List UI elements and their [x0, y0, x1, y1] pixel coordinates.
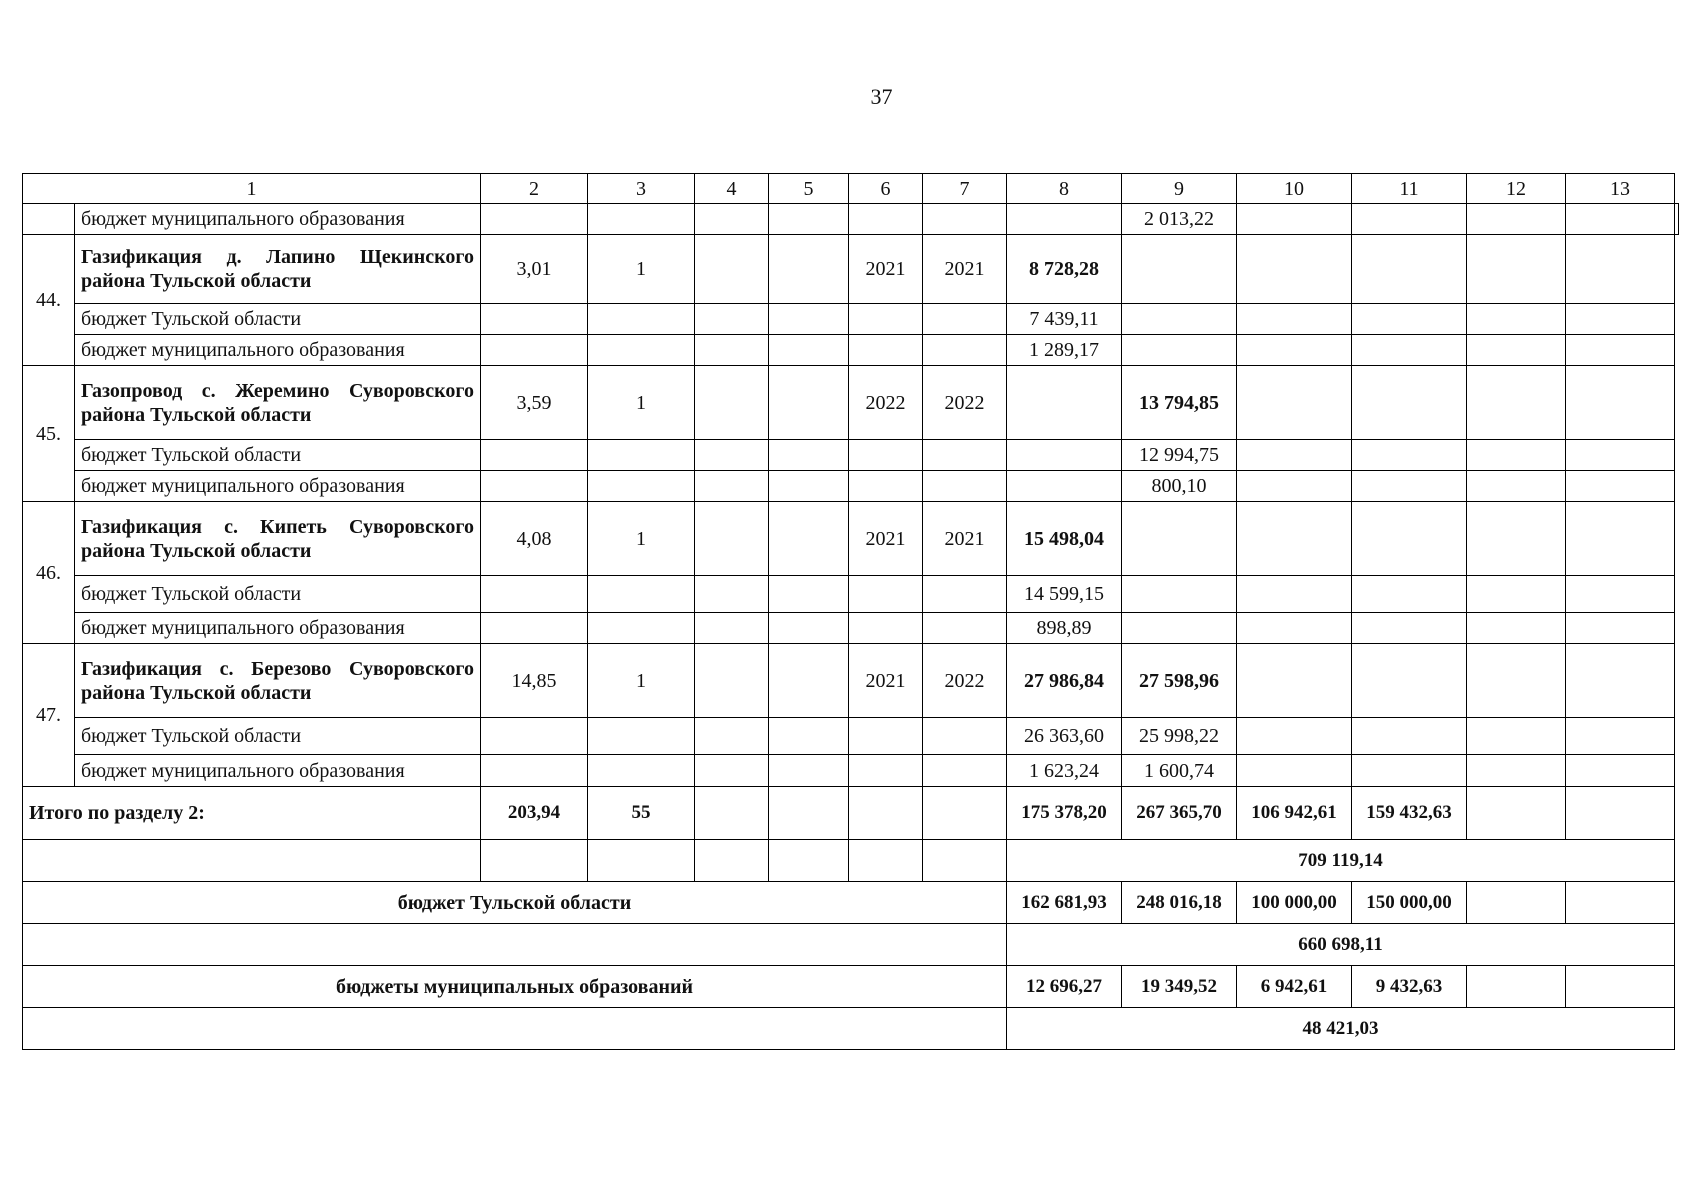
totals-value: 9 432,63 — [1352, 966, 1467, 1008]
source-label: бюджет муниципального образования — [75, 471, 481, 502]
grand-total: 709 119,14 — [1007, 840, 1675, 882]
totals-value: 248 016,18 — [1122, 882, 1237, 924]
totals-row — [23, 787, 1679, 840]
municipal-totals-label: бюджеты муниципальных образований — [23, 966, 1007, 1008]
value-cell: 800,10 — [1122, 471, 1237, 502]
header-cell: 5 — [769, 174, 849, 204]
source-label: бюджет Тульской области — [75, 304, 481, 335]
value-cell: 2 013,22 — [1122, 204, 1237, 235]
regional-grand-row — [23, 924, 1679, 966]
table-row — [23, 366, 1679, 440]
table-row — [23, 304, 1679, 335]
table-row — [23, 718, 1679, 755]
totals-value: 162 681,93 — [1007, 882, 1122, 924]
value-cell: 7 439,11 — [1007, 304, 1122, 335]
page-number: 37 — [870, 84, 893, 109]
source-label: бюджет муниципального образования — [75, 335, 481, 366]
header-cell: 1 — [23, 174, 481, 204]
start-year: 2021 — [849, 644, 923, 718]
source-label: бюджет муниципального образования — [75, 613, 481, 644]
regional-grand-total: 660 698,11 — [1007, 924, 1675, 966]
table-row — [23, 576, 1679, 613]
table-row — [23, 755, 1679, 787]
source-label: бюджет Тульской области — [75, 718, 481, 755]
grand-total-row — [23, 840, 1679, 882]
header-cell: 8 — [1007, 174, 1122, 204]
municipal-totals-row — [23, 966, 1679, 1008]
value-cell — [1122, 304, 1237, 335]
value-cell: 1 600,74 — [1122, 755, 1237, 787]
value-cell — [1122, 613, 1237, 644]
end-year: 2021 — [923, 502, 1007, 576]
table-row — [23, 502, 1679, 576]
value-cell: 14 599,15 — [1007, 576, 1122, 613]
start-year: 2022 — [849, 366, 923, 440]
value-cell: 12 994,75 — [1122, 440, 1237, 471]
totals-value: 267 365,70 — [1122, 787, 1237, 840]
table-row — [23, 335, 1679, 366]
count-cell: 1 — [588, 644, 695, 718]
totals-value: 150 000,00 — [1352, 882, 1467, 924]
header-row — [23, 174, 1679, 204]
totals-value: 19 349,52 — [1122, 966, 1237, 1008]
value-cell: 27 986,84 — [1007, 644, 1122, 718]
header-cell: 10 — [1237, 174, 1352, 204]
header-cell: 6 — [849, 174, 923, 204]
length-cell: 3,59 — [481, 366, 588, 440]
length-cell: 4,08 — [481, 502, 588, 576]
item-title: Газификация с. Березово Суворовского района Тульской области — [75, 644, 481, 718]
header-cell: 2 — [481, 174, 588, 204]
item-number: 46. — [23, 502, 75, 644]
start-year: 2021 — [849, 235, 923, 304]
item-number: 44. — [23, 235, 75, 366]
source-label: бюджет Тульской области — [75, 576, 481, 613]
value-cell: 13 794,85 — [1122, 366, 1237, 440]
totals-value: 175 378,20 — [1007, 787, 1122, 840]
count-cell: 1 — [588, 235, 695, 304]
source-label: бюджет муниципального образования — [75, 204, 481, 235]
regional-totals-label: бюджет Тульской области — [23, 882, 1007, 924]
value-cell: 1 289,17 — [1007, 335, 1122, 366]
value-cell — [1122, 335, 1237, 366]
empty-cell — [23, 204, 75, 235]
count-cell: 1 — [588, 366, 695, 440]
totals-value: 100 000,00 — [1237, 882, 1352, 924]
header-cell: 9 — [1122, 174, 1237, 204]
end-year: 2022 — [923, 366, 1007, 440]
item-number: 47. — [23, 644, 75, 787]
count-cell: 1 — [588, 502, 695, 576]
totals-value: 6 942,61 — [1237, 966, 1352, 1008]
value-cell — [1122, 235, 1237, 304]
value-cell: 26 363,60 — [1007, 718, 1122, 755]
header-cell: 11 — [1352, 174, 1467, 204]
end-year: 2021 — [923, 235, 1007, 304]
header-cell: 4 — [695, 174, 769, 204]
municipal-grand-row — [23, 1008, 1679, 1050]
value-cell: 898,89 — [1007, 613, 1122, 644]
table-row — [23, 644, 1679, 718]
source-label: бюджет муниципального образования — [75, 755, 481, 787]
table-row — [23, 613, 1679, 644]
table-row — [23, 235, 1679, 304]
value-cell — [1122, 502, 1237, 576]
totals-value: 159 432,63 — [1352, 787, 1467, 840]
totals-count: 55 — [588, 787, 695, 840]
header-cell: 3 — [588, 174, 695, 204]
source-label: бюджет Тульской области — [75, 440, 481, 471]
table-row — [23, 204, 1679, 235]
start-year: 2021 — [849, 502, 923, 576]
item-title: Газификация с. Кипеть Суворовского района Тульской области — [75, 502, 481, 576]
header-cell: 12 — [1467, 174, 1566, 204]
end-year: 2022 — [923, 644, 1007, 718]
value-cell — [1007, 366, 1122, 440]
value-cell — [1122, 576, 1237, 613]
table-row — [23, 440, 1679, 471]
totals-value: 106 942,61 — [1237, 787, 1352, 840]
value-cell: 8 728,28 — [1007, 235, 1122, 304]
municipal-grand-total: 48 421,03 — [1007, 1008, 1675, 1050]
item-number: 45. — [23, 366, 75, 502]
value-cell — [1007, 471, 1122, 502]
item-title: Газификация д. Лапино Щекинского района Тульской области — [75, 235, 481, 304]
regional-totals-row — [23, 882, 1679, 924]
length-cell: 3,01 — [481, 235, 588, 304]
value-cell — [1007, 440, 1122, 471]
totals-label: Итого по разделу 2: — [23, 787, 481, 840]
header-cell: 13 — [1566, 174, 1675, 204]
value-cell: 27 598,96 — [1122, 644, 1237, 718]
value-cell: 25 998,22 — [1122, 718, 1237, 755]
budget-table — [22, 173, 1679, 1050]
item-title: Газопровод с. Жеремино Суворовского района Тульской области — [75, 366, 481, 440]
value-cell: 1 623,24 — [1007, 755, 1122, 787]
header-cell: 7 — [923, 174, 1007, 204]
totals-value: 12 696,27 — [1007, 966, 1122, 1008]
length-cell: 14,85 — [481, 644, 588, 718]
table-row — [23, 471, 1679, 502]
totals-length: 203,94 — [481, 787, 588, 840]
value-cell: 15 498,04 — [1007, 502, 1122, 576]
